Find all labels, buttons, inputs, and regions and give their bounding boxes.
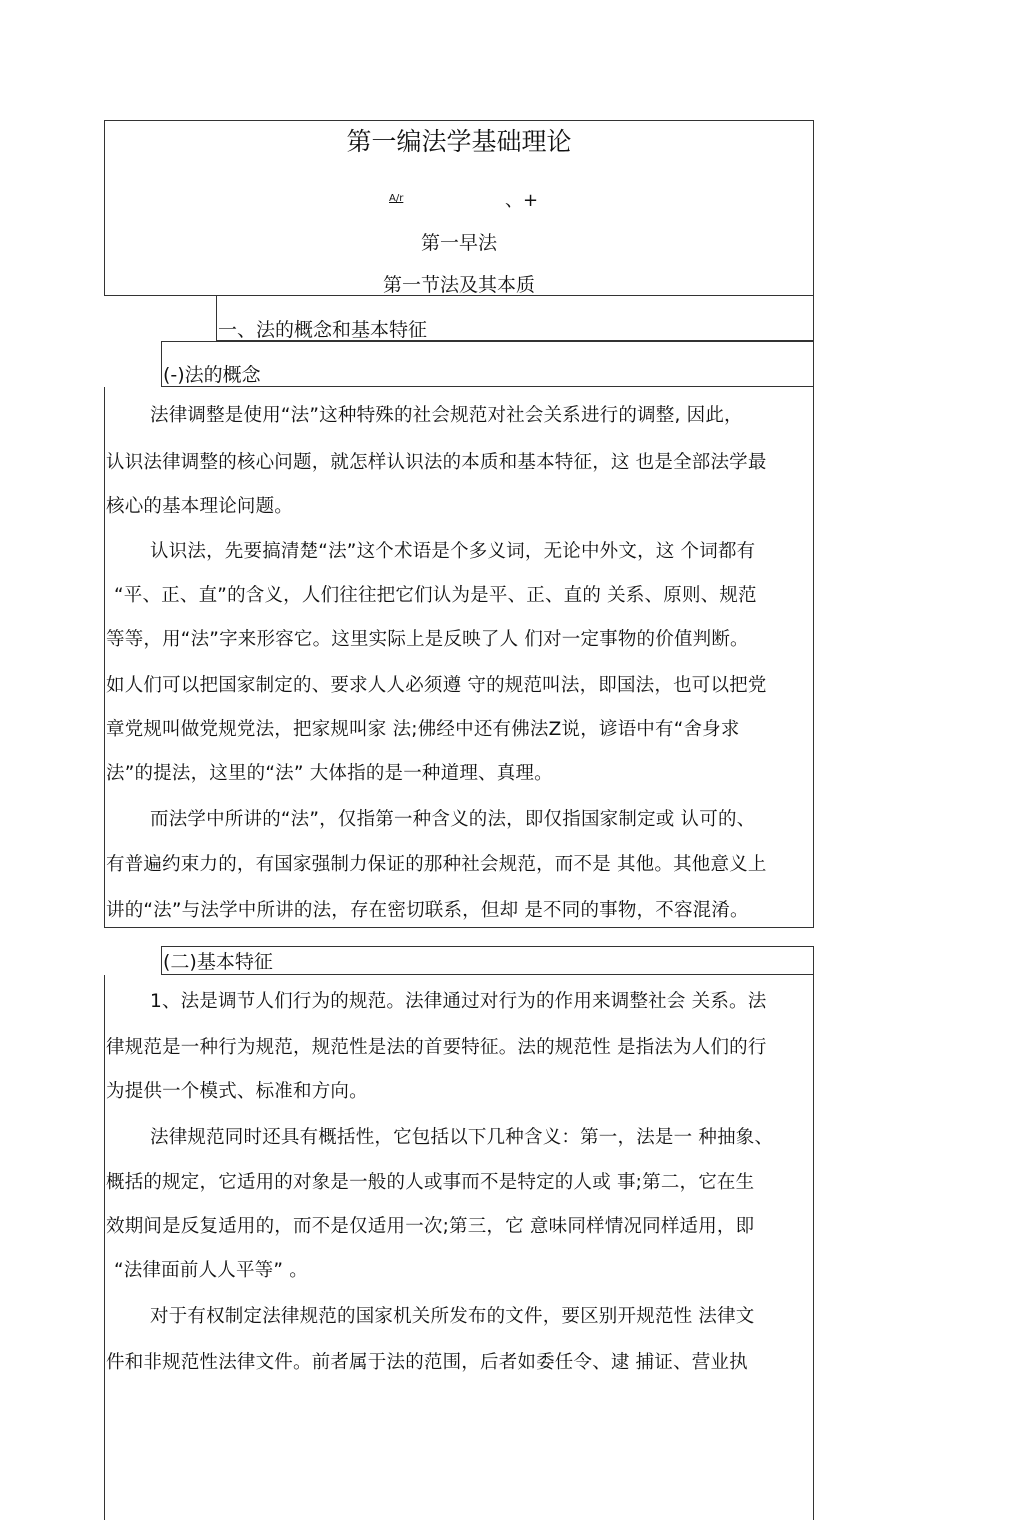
block1-line: “平、正、直”的含义，人们往往把它们认为是平、正、直的 关系、原则、规范 xyxy=(114,585,757,606)
block1-line: 有普遍约束力的，有国家强制力保证的那种社会规范，而不是 其他。其他意义上 xyxy=(106,854,767,875)
block1-line: 章党规叫做党规党法，把家规叫家 法;佛经中还有佛法Z说，谚语中有“舍身求 xyxy=(106,719,740,740)
heading-2b: (二)基本特征 xyxy=(163,951,273,973)
heading-2a: (-)法的概念 xyxy=(163,364,261,386)
block2-line: 概括的规定，它适用的对象是一般的人或事而不是特定的人或 事;第二，它在生 xyxy=(106,1172,755,1193)
block2-line: 效期间是反复适用的，而不是仅适用一次;第三，它 意味同样情况同样适用，即 xyxy=(106,1216,755,1237)
block2-line: 件和非规范性法律文件。前者属于法的范围，后者如委任令、逮 捕证、营业执 xyxy=(106,1352,748,1373)
block2-line: 对于有权制定法律规范的国家机关所发布的文件，要区别开规范性 法律文 xyxy=(150,1306,755,1327)
mark-right: 、+ xyxy=(505,190,539,211)
block1-line: 法”的提法，这里的“法” 大体指的是一种道理、真理。 xyxy=(106,763,553,784)
part-title: 第一编法学基础理论 xyxy=(346,127,572,156)
block1-line: 认识法律调整的核心问题，就怎样认识法的本质和基本特征，这 也是全部法学最 xyxy=(106,452,767,473)
mark-left: A/r xyxy=(389,193,404,204)
section-title: 第一节法及其本质 xyxy=(382,274,535,296)
block1-line: 核心的基本理论问题。 xyxy=(106,496,294,517)
block1-line: 法律调整是使用“法”这种特殊的社会规范对社会关系进行的调整, 因此， xyxy=(150,405,743,426)
block1-line: 而法学中所讲的“法”，仅指第一种含义的法，即仅指国家制定或 认可的、 xyxy=(150,809,756,830)
heading-1: 一、法的概念和基本特征 xyxy=(218,319,428,341)
block2-line: “法律面前人人平等” 。 xyxy=(114,1260,308,1281)
block1-line: 讲的“法”与法学中所讲的法，存在密切联系，但却 是不同的事物，不容混淆。 xyxy=(106,900,749,921)
block1-line: 等等，用“法”字来形容它。这里实际上是反映了人 们对一定事物的价值判断。 xyxy=(106,629,749,650)
block2-line: 律规范是一种行为规范，规范性是法的首要特征。法的规范性 是指法为人们的行 xyxy=(106,1037,767,1058)
block2-line: 法律规范同时还具有概括性，它包括以下几种含义：第一，法是一 种抽象、 xyxy=(150,1127,774,1148)
block2-line: 1、法是调节人们行为的规范。法律通过对行为的作用来调整社会 关系。法 xyxy=(150,991,767,1012)
chapter-title: 第一早法 xyxy=(420,232,497,254)
block2-line: 为提供一个模式、标准和方向。 xyxy=(106,1081,368,1102)
block1-line: 认识法，先要搞清楚“法”这个术语是个多义词，无论中外文，这 个词都有 xyxy=(150,541,756,562)
block1-line: 如人们可以把国家制定的、要求人人必须遵 守的规范叫法，即国法，也可以把党 xyxy=(106,675,767,696)
